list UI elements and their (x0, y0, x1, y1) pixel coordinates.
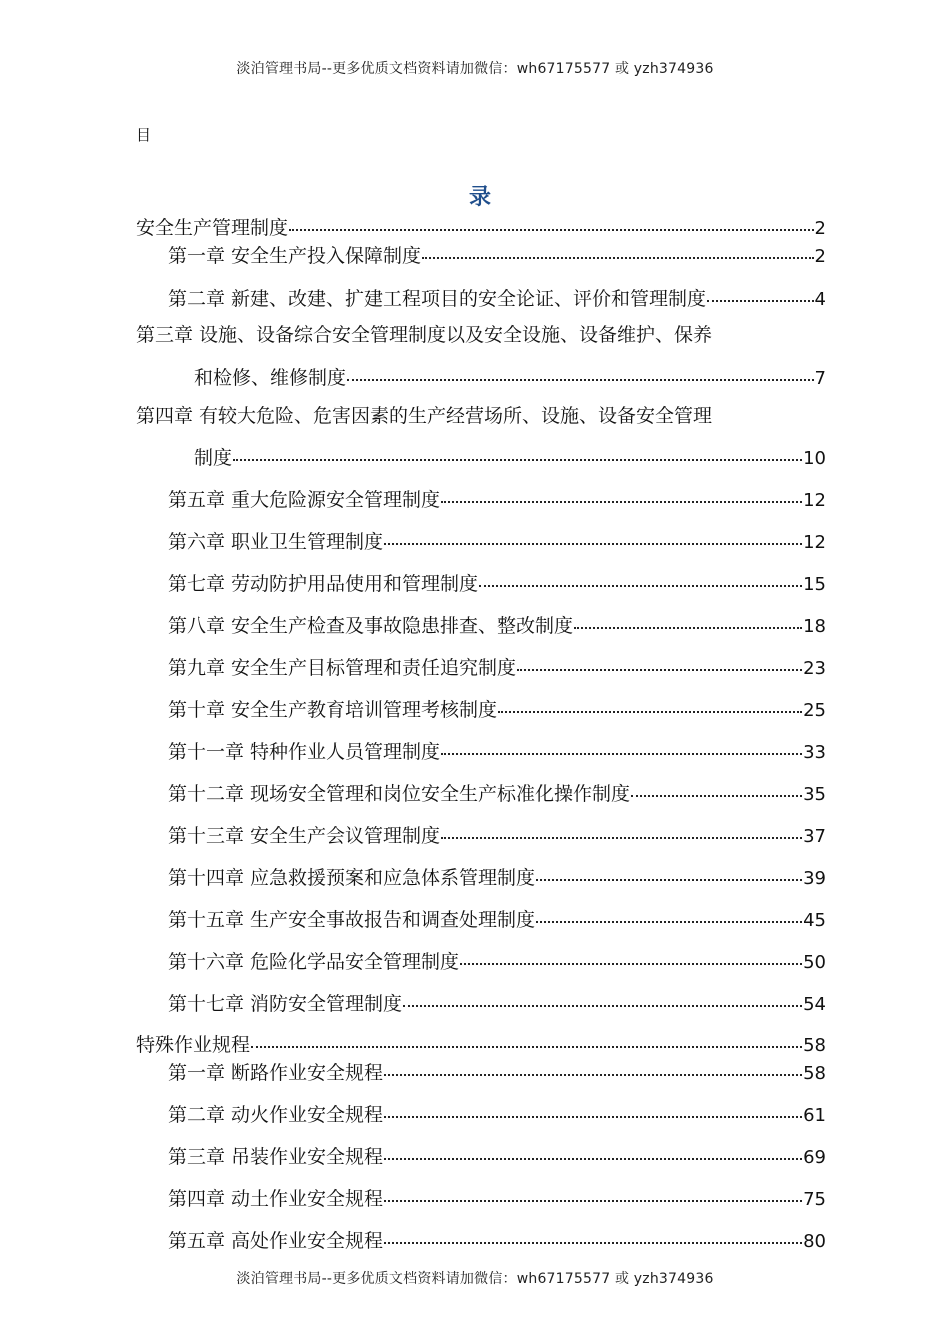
toc-entry[interactable] (168, 988, 826, 1017)
toc-entry-page: 12 (803, 490, 826, 511)
leader-dots (422, 237, 814, 259)
toc-entry-label: 第三章 设施、设备综合安全管理制度以及安全设施、设备维护、保养 (136, 324, 713, 346)
toc-entry[interactable] (168, 820, 826, 849)
toc-entry[interactable] (168, 1099, 826, 1128)
toc-entry[interactable] (168, 283, 826, 312)
toc-entry[interactable] (168, 610, 826, 639)
toc-entry-label: 第四章 动土作业安全规程 (168, 1188, 384, 1210)
toc-title-part2: 录 (468, 185, 491, 210)
leader-dots (347, 359, 814, 381)
leader-dots (384, 1096, 802, 1118)
toc-entry-page: 50 (803, 952, 826, 973)
toc-entry-page: 2 (814, 246, 826, 267)
leader-dots (233, 439, 802, 461)
toc-entry-label: 第八章 安全生产检查及事故隐患排查、整改制度 (168, 615, 574, 637)
toc-entry-label: 第三章 吊装作业安全规程 (168, 1146, 384, 1168)
toc-entry[interactable] (168, 862, 826, 891)
toc-entry-page: 58 (803, 1063, 826, 1084)
toc-entry-page: 58 (803, 1035, 826, 1056)
toc-entry[interactable] (168, 240, 826, 269)
leader-dots (631, 775, 802, 797)
toc-entry-label: 第十六章 危险化学品安全管理制度 (168, 951, 460, 973)
toc-entry[interactable] (168, 904, 826, 933)
leader-dots (251, 1026, 802, 1048)
toc-entry-label: 第四章 有较大危险、危害因素的生产经营场所、设施、设备安全管理 (136, 405, 713, 427)
leader-dots (384, 1138, 802, 1160)
toc-entry-label: 第六章 职业卫生管理制度 (168, 531, 384, 553)
toc-entry-label: 第十四章 应急救援预案和应急体系管理制度 (168, 867, 536, 889)
toc-entry-label: 第十一章 特种作业人员管理制度 (168, 741, 441, 763)
toc-entry-label: 制度 (194, 447, 233, 469)
toc-entry-label: 第二章 动火作业安全规程 (168, 1104, 384, 1126)
leader-dots (441, 817, 802, 839)
leader-dots (384, 523, 802, 545)
leader-dots (403, 985, 802, 1007)
leader-dots (384, 1222, 802, 1244)
toc-entry-label: 第二章 新建、改建、扩建工程项目的安全论证、评价和管理制度 (168, 288, 707, 310)
toc-entry[interactable] (168, 1225, 826, 1254)
toc-entry-label: 特殊作业规程 (136, 1034, 251, 1056)
toc-entry-page: 12 (803, 532, 826, 553)
toc-entry[interactable] (168, 736, 826, 765)
toc-entry-label: 第十二章 现场安全管理和岗位安全生产标准化操作制度 (168, 783, 631, 805)
toc-entry[interactable] (168, 946, 826, 975)
toc-entry-page: 25 (803, 700, 826, 721)
footer-banner: 淡泊管理书局--更多优质文档资料请加微信：wh67175577 或 yzh374936 (236, 1271, 714, 1287)
toc-entry-line1[interactable] (136, 404, 712, 428)
toc-entry-label: 第五章 高处作业安全规程 (168, 1230, 384, 1252)
toc-entry[interactable] (168, 1183, 826, 1212)
toc-title-part1: 目 (136, 126, 152, 144)
leader-dots (574, 607, 802, 629)
toc-entry-page: 15 (803, 574, 826, 595)
toc-entry-page: 35 (803, 784, 826, 805)
toc-entry[interactable] (194, 442, 826, 471)
toc-entry-label: 安全生产管理制度 (136, 217, 289, 239)
leader-dots (289, 209, 814, 231)
leader-dots (441, 733, 802, 755)
toc-entry[interactable] (194, 362, 826, 391)
leader-dots (498, 691, 802, 713)
leader-dots (384, 1180, 802, 1202)
leader-dots (536, 901, 802, 923)
toc-entry-label: 第十五章 生产安全事故报告和调查处理制度 (168, 909, 536, 931)
toc-entry[interactable] (168, 568, 826, 597)
toc-entry[interactable] (168, 1057, 826, 1086)
toc-entry-page: 69 (803, 1147, 826, 1168)
toc-entry-label: 第一章 安全生产投入保障制度 (168, 245, 422, 267)
toc-entry[interactable] (168, 694, 826, 723)
toc-entry-page: 37 (803, 826, 826, 847)
toc-entry-page: 18 (803, 616, 826, 637)
toc-entry-page: 2 (814, 218, 826, 239)
leader-dots (517, 649, 802, 671)
leader-dots (384, 1054, 802, 1076)
toc-entry-label: 和检修、维修制度 (194, 367, 347, 389)
toc-entry[interactable] (168, 652, 826, 681)
toc-entry-label: 第十章 安全生产教育培训管理考核制度 (168, 699, 498, 721)
toc-entry-page: 45 (803, 910, 826, 931)
toc-entry-page: 23 (803, 658, 826, 679)
toc-entry-page: 10 (803, 448, 826, 469)
toc-entry[interactable] (168, 526, 826, 555)
leader-dots (536, 859, 802, 881)
toc-entry-page: 54 (803, 994, 826, 1015)
toc-entry-label: 第十三章 安全生产会议管理制度 (168, 825, 441, 847)
leader-dots (479, 565, 802, 587)
header-banner: 淡泊管理书局--更多优质文档资料请加微信：wh67175577 或 yzh374936 (236, 61, 714, 77)
toc-entry-page: 61 (803, 1105, 826, 1126)
leader-dots (707, 280, 814, 302)
toc-entry-page: 33 (803, 742, 826, 763)
toc-entry-label: 第五章 重大危险源安全管理制度 (168, 489, 441, 511)
toc-entry-page: 4 (814, 289, 826, 310)
toc-entry-label: 第九章 安全生产目标管理和责任追究制度 (168, 657, 517, 679)
toc-entry-label: 第十七章 消防安全管理制度 (168, 993, 403, 1015)
toc-entry-page: 75 (803, 1189, 826, 1210)
toc-entry-page: 80 (803, 1231, 826, 1252)
toc-entry[interactable] (168, 484, 826, 513)
toc-entry-page: 7 (814, 368, 826, 389)
toc-entry[interactable] (168, 778, 826, 807)
leader-dots (441, 481, 802, 503)
toc-entry-page: 39 (803, 868, 826, 889)
toc-entry-line1[interactable] (136, 323, 712, 347)
toc-entry-label: 第七章 劳动防护用品使用和管理制度 (168, 573, 479, 595)
leader-dots (460, 943, 802, 965)
toc-entry-label: 第一章 断路作业安全规程 (168, 1062, 384, 1084)
toc-entry[interactable] (168, 1141, 826, 1170)
